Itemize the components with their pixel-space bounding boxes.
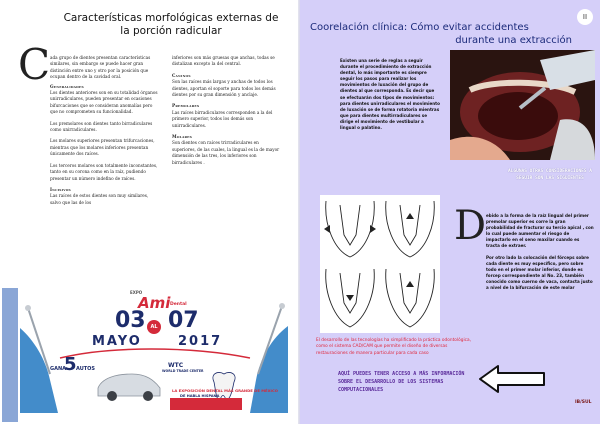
right-para-1: ebido a la forma de la raíz lingual del primer premolar superior es corre la gran probabilidad de fracturar su tercio apical , con lo cual puede aumentar el riesgo de impactarlo en el seno maxilar cuando es tracta de extraer.: [486, 213, 594, 249]
right-column-1: Existen una serie de reglas a seguir durante el procedimiento de extracción dental, lo más importante es siempre seguir los pasos para realizar los movimientos de luxación del grupo de dientes al que corresponda. Es decir que se efectuarán dos tipos de movimientos: para dientes unirradiculares el movimiento de luxación se de forma rotatoria mientras que para dientes multirradiculares se dirige el movimiento de vestibular a lingual o palatino.: [340, 58, 440, 131]
section-text: inferiores son más gruesas que anchas, todas se distalizan excepto la del central.: [172, 55, 275, 67]
venue-label: WTC: [168, 362, 184, 369]
left-dropcap: C: [18, 40, 51, 89]
section-heading: Incisivos: [50, 186, 71, 192]
section-heading: Premolares: [172, 103, 200, 109]
left-page-title: [46, 12, 296, 38]
section-text: Los premolares son dientes tanto birradiculares como unirradiculares.: [50, 120, 153, 133]
promo-number: 5: [64, 354, 77, 375]
promo-prefix: GANA: [50, 366, 67, 372]
section-heading: Caninos: [172, 72, 191, 78]
left-column-2: [172, 55, 282, 166]
month: MAYO: [92, 334, 142, 349]
section-text: Los dientes anteriores son en su totalidad órganos unirradiculares, pueden presentar en ocasiones bifurcaciones que se consideran anomalías pero que no comprometen su funcionalidad.: [50, 90, 158, 115]
date-separator: AL: [147, 320, 161, 334]
right-column-2: [486, 213, 594, 291]
brand-sub: Dental: [170, 302, 187, 307]
tooth-luxation-diagram: [320, 195, 440, 333]
section-text: Son las raíces más largas y anchas de todos los dientes, aportan el soporte para todos los demás dientes por su gran dimensión y anclaje.: [172, 79, 276, 98]
left-arrow-icon[interactable]: [478, 362, 548, 396]
banner-tagline: LA EXPOSICIÓN DENTAL MÁS GRANDE DE MÉXICO: [172, 388, 278, 393]
extraction-photo: [450, 50, 595, 160]
left-title-line2: la porción radicular: [120, 25, 222, 37]
venue-sub: WORLD TRADE CENTER: [162, 369, 204, 373]
date-start: 03: [115, 308, 146, 333]
page-number: II: [577, 9, 593, 25]
brand-name: Ami: [138, 294, 171, 312]
section-text: Las raíces de estos dientes son muy similares, salvo que las de los: [50, 193, 149, 205]
left-column-1: [50, 55, 158, 206]
right-para-2: Por otro lado la colocación del fórceps sobre cada diente es muy específico, pero sobre todo en el primer molar inferior, donde es forcep correspondiente al No. 23, también conocido como cuerno de vaca, contacta justo a nivel de la bifurcación de este molar: [486, 254, 593, 291]
promo-suffix: AUTOS: [76, 366, 96, 372]
technology-note: El desarrollo de las tecnologías ha simplificado la práctica odontológica, como el sistema CAD/CAM que permite el diseño de diversas restauraciones de manera particular para cada caso: [316, 338, 472, 356]
year: 2017: [178, 334, 223, 349]
page-footer: IB/SUL: [575, 400, 592, 405]
sidebar-accent-bar: [2, 288, 18, 422]
more-info-link[interactable]: AQUÍ PUEDES TENER ACCESO A MÁS INFORMACIÓN SOBRE EL DESARROLLO DE LOS SISTEMAS COMPUTACIONALES: [338, 371, 465, 393]
section-text: Los molares superiores presentan trifurcaciones, mientras que los molares inferiores presentan únicamente dos raíces.: [50, 138, 155, 157]
section-heading: Molares: [172, 134, 193, 140]
right-page-title: [310, 22, 572, 47]
event-banner[interactable]: [20, 288, 288, 413]
left-title-line1: Características morfológicas externas de: [63, 12, 279, 24]
considerations-notice: ALGUNAS OTRAS CONSIDERACIONES A SEGUIR SON LAS SIGUIENTES: [508, 169, 592, 181]
right-title-line1: Coorelación clínica: Cómo evitar accidentes: [310, 22, 529, 33]
banner-tagline-2: DE HABLA HISPANA: [180, 394, 220, 398]
expo-label: EXPO: [130, 290, 143, 295]
intro-text: ada grupo de dientes presentan características similares, sin embargo se puede hacer gran distinción entre uno y otro por la posición que ocupan dentro de la cavidad oral.: [50, 55, 151, 80]
right-title-line2: durante una extracción: [455, 34, 572, 46]
section-text: Las raíces birradiculares corresponden a la del primero superior, todos los demás son unirradiculares.: [172, 109, 273, 128]
date-end: 07: [168, 308, 199, 333]
section-heading: Generalidades: [50, 83, 84, 89]
section-text: Los terceros molares son totalmente inconstantes, tanto en su corona como en la raíz, pudiendo presentar un número indefino de raíces.: [50, 162, 158, 181]
section-text: Son dientes con raíces trirradiculares en superiores, de las cuales, la lingual es la de mayor dimensión de las tres, los inferiores son birradiculares .: [172, 140, 280, 165]
right-dropcap: D: [454, 203, 487, 249]
